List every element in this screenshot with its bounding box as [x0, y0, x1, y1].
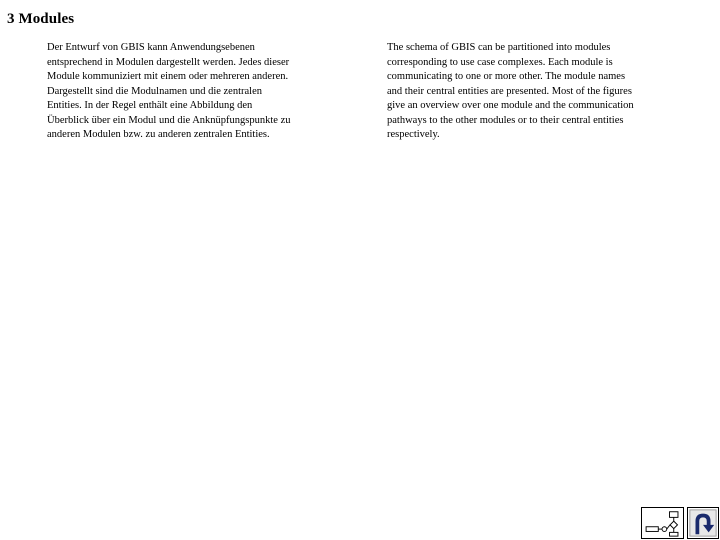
- english-line: corresponding to use case complexes. Each module is: [387, 56, 613, 68]
- german-line: entsprechend in Modulen dargestellt werden. Jedes dieser: [47, 56, 290, 68]
- english-line: respectively.: [387, 129, 440, 140]
- english-line: give an overview over one module and the communication: [387, 100, 634, 111]
- german-line: Module kommuniziert mit einem oder mehreren anderen.: [47, 71, 289, 82]
- page-title: 3 Modules: [7, 11, 75, 27]
- german-line: Der Entwurf von GBIS kann Anwendungsebenen: [47, 42, 255, 53]
- german-line: Entities. In der Regel enthält eine Abbildung den: [47, 100, 253, 111]
- english-line: pathways to the other modules or to their central entities: [387, 114, 624, 126]
- english-paragraph: [387, 41, 682, 143]
- module-diagram-button[interactable]: [641, 507, 684, 539]
- back-button[interactable]: [687, 507, 719, 539]
- german-line: anderen Modulen bzw. zu anderen zentralen Entities.: [47, 129, 270, 140]
- english-line: and their central entities are presented. Most of the figures: [387, 85, 632, 97]
- german-line: Dargestellt sind die Modulnamen und die zentralen: [47, 85, 262, 97]
- return-arrow-icon: [688, 508, 718, 538]
- english-line: The schema of GBIS can be partitioned into modules: [387, 42, 611, 53]
- german-paragraph: [47, 41, 337, 143]
- german-line: Überblick über ein Modul und die Anknüpfungspunkte zu: [47, 114, 291, 126]
- english-line: communicating to one or more other. The module names: [387, 71, 626, 82]
- module-diagram-icon: [642, 508, 683, 538]
